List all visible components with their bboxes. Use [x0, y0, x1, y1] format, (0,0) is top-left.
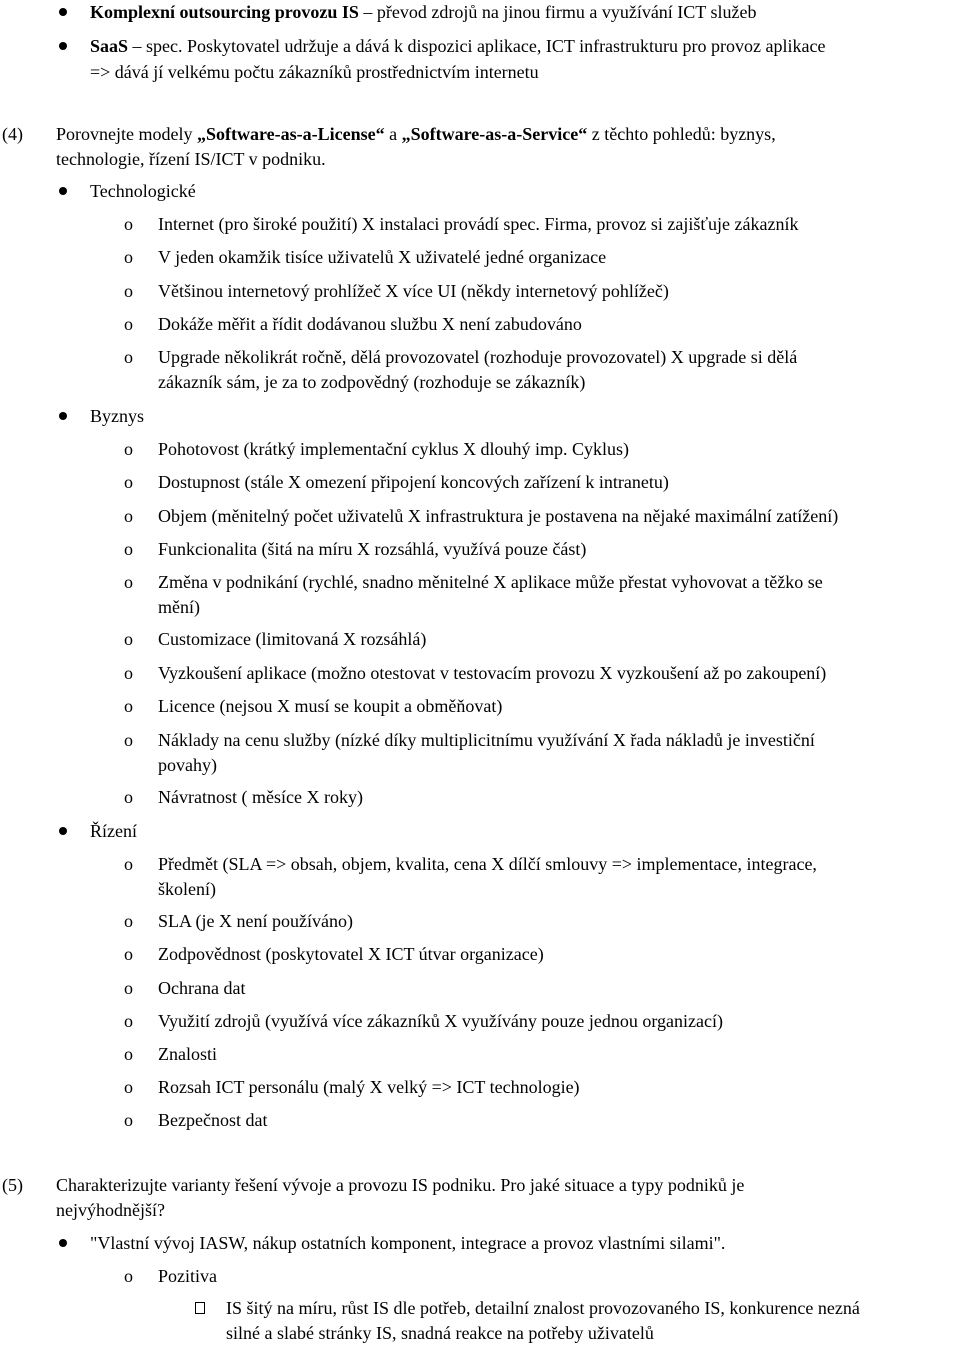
term-sal: „Software-as-a-License“	[196, 124, 385, 144]
question-5-line1: Charakterizujte varianty řešení vývoje a provozu IS podniku. Pro jaké situace a typy podniků je	[56, 1175, 745, 1195]
bullet-dot	[59, 187, 67, 195]
question-4-line1	[56, 122, 776, 147]
list-item: Ochrana dat	[158, 978, 246, 998]
q4-text: z těchto pohledů: byznys,	[587, 124, 776, 144]
sub-bullet: o	[124, 1011, 133, 1031]
sub-bullet: o	[124, 1110, 133, 1130]
bullet-dot	[59, 1239, 67, 1247]
sub-bullet: o	[124, 572, 133, 592]
definition-saas: – spec. Poskytovatel udržuje a dává k dispozici aplikace, ICT infrastrukturu pro provoz aplikace	[128, 36, 826, 56]
list-item: Návratnost ( měsíce X roky)	[158, 787, 363, 807]
list-item: Funkcionalita (šitá na míru X rozsáhlá, využívá pouze část)	[158, 539, 587, 559]
bullet-outsourcing	[90, 0, 756, 25]
list-item: V jeden okamžik tisíce uživatelů X uživatelé jedné organizace	[158, 247, 607, 267]
question-number: (4)	[2, 124, 23, 144]
bullet-saas	[90, 34, 825, 59]
list-item-cont: povahy)	[158, 755, 217, 775]
sub-bullet: o	[124, 347, 133, 367]
sub-bullet: o	[124, 281, 133, 301]
section-title-mgmt: Řízení	[90, 821, 137, 841]
sub-bullet: o	[124, 629, 133, 649]
section-title-tech: Technologické	[90, 181, 196, 201]
bullet-dot	[59, 412, 67, 420]
sub-bullet: o	[124, 247, 133, 267]
sub-bullet: o	[124, 944, 133, 964]
question-number: (5)	[2, 1175, 23, 1195]
sub-bullet: o	[124, 978, 133, 998]
list-item: Dokáže měřit a řídit dodávanou službu X není zabudováno	[158, 314, 582, 334]
list-item: Změna v podnikání (rychlé, snadno měnitelné X aplikace může přestat vyhovovat a těžko se	[158, 572, 823, 592]
bullet-dot	[59, 827, 67, 835]
sub-bullet: o	[124, 506, 133, 526]
q4-text: Porovnejte modely	[56, 124, 197, 144]
list-item: Zodpovědnost (poskytovatel X ICT útvar organizace)	[158, 944, 544, 964]
sub-bullet: o	[124, 854, 133, 874]
sub-bullet: o	[124, 1044, 133, 1064]
sub-bullet: o	[124, 696, 133, 716]
section-title-biz: Byznys	[90, 406, 144, 426]
list-item: Bezpečnost dat	[158, 1110, 268, 1130]
list-item: Znalosti	[158, 1044, 217, 1064]
sub-bullet: o	[124, 1266, 133, 1286]
variant-bullet: "Vlastní vývoj IASW, nákup ostatních komponent, integrace a provoz vlastními silami".	[90, 1233, 726, 1253]
sub-bullet: o	[124, 214, 133, 234]
list-item: Využití zdrojů (využívá více zákazníků X využívány pouze jednou organizací)	[158, 1011, 723, 1031]
list-item: Předmět (SLA => obsah, objem, kvalita, cena X dílčí smlouvy => implementace, integrace,	[158, 854, 817, 874]
question-4-line2: technologie, řízení IS/ICT v podniku.	[56, 149, 326, 169]
detail-text-cont: silné a slabé stránky IS, snadná reakce na potřeby uživatelů	[226, 1323, 654, 1343]
list-item-cont: zákazník sám, je za to zodpovědný (rozhoduje se zákazník)	[158, 372, 586, 392]
definition-outsourcing: – převod zdrojů na jinou firmu a využívání ICT služeb	[358, 2, 757, 22]
term-saas-full: „Software-as-a-Service“	[401, 124, 588, 144]
sub-heading-pozitiva: Pozitiva	[158, 1266, 217, 1286]
list-item: Dostupnost (stále X omezení připojení koncových zařízení k intranetu)	[158, 472, 669, 492]
term-saas: SaaS	[90, 36, 129, 56]
list-item: Customizace (limitovaná X rozsáhlá)	[158, 629, 427, 649]
list-item-cont: školení)	[158, 879, 216, 899]
sub-bullet: o	[124, 730, 133, 750]
list-item: Rozsah ICT personálu (malý X velký => ICT technologie)	[158, 1077, 580, 1097]
list-item: Pohotovost (krátký implementační cyklus X dlouhý imp. Cyklus)	[158, 439, 629, 459]
list-item: Internet (pro široké použití) X instalaci provádí spec. Firma, provoz si zajišťuje zákazník	[158, 214, 799, 234]
list-item: Upgrade několikrát ročně, dělá provozovatel (rozhoduje provozovatel) X upgrade si dělá	[158, 347, 798, 367]
list-item: Většinou internetový prohlížeč X více UI (někdy internetový pohlížeč)	[158, 281, 669, 301]
bullet-dot	[59, 8, 67, 16]
square-bullet-icon	[195, 1302, 205, 1314]
bullet-dot	[59, 42, 67, 50]
q4-text: a	[384, 124, 402, 144]
sub-bullet: o	[124, 539, 133, 559]
sub-bullet: o	[124, 1077, 133, 1097]
list-item-cont: mění)	[158, 597, 200, 617]
list-item: Licence (nejsou X musí se koupit a obměňovat)	[158, 696, 503, 716]
question-5-line2: nejvýhodnější?	[56, 1200, 165, 1220]
sub-bullet: o	[124, 314, 133, 334]
term-outsourcing: Komplexní outsourcing provozu IS	[90, 2, 359, 22]
sub-bullet: o	[124, 439, 133, 459]
list-item: Objem (měnitelný počet uživatelů X infrastruktura je postavena na nějaké maximální zatížení)	[158, 506, 839, 526]
sub-bullet: o	[124, 663, 133, 683]
list-item: Náklady na cenu služby (nízké díky multiplicitnímu využívání X řada nákladů je investiční	[158, 730, 815, 750]
sub-bullet: o	[124, 911, 133, 931]
list-item: SLA (je X není používáno)	[158, 911, 353, 931]
sub-bullet: o	[124, 472, 133, 492]
list-item: Vyzkoušení aplikace (možno otestovat v testovacím provozu X vyzkoušení až po zakoupení)	[158, 663, 827, 683]
detail-text: IS šitý na míru, růst IS dle potřeb, detailní znalost provozovaného IS, konkurence nezná	[226, 1298, 860, 1318]
sub-bullet: o	[124, 787, 133, 807]
definition-saas-cont: => dává jí velkému počtu zákazníků prostřednictvím internetu	[90, 62, 539, 82]
